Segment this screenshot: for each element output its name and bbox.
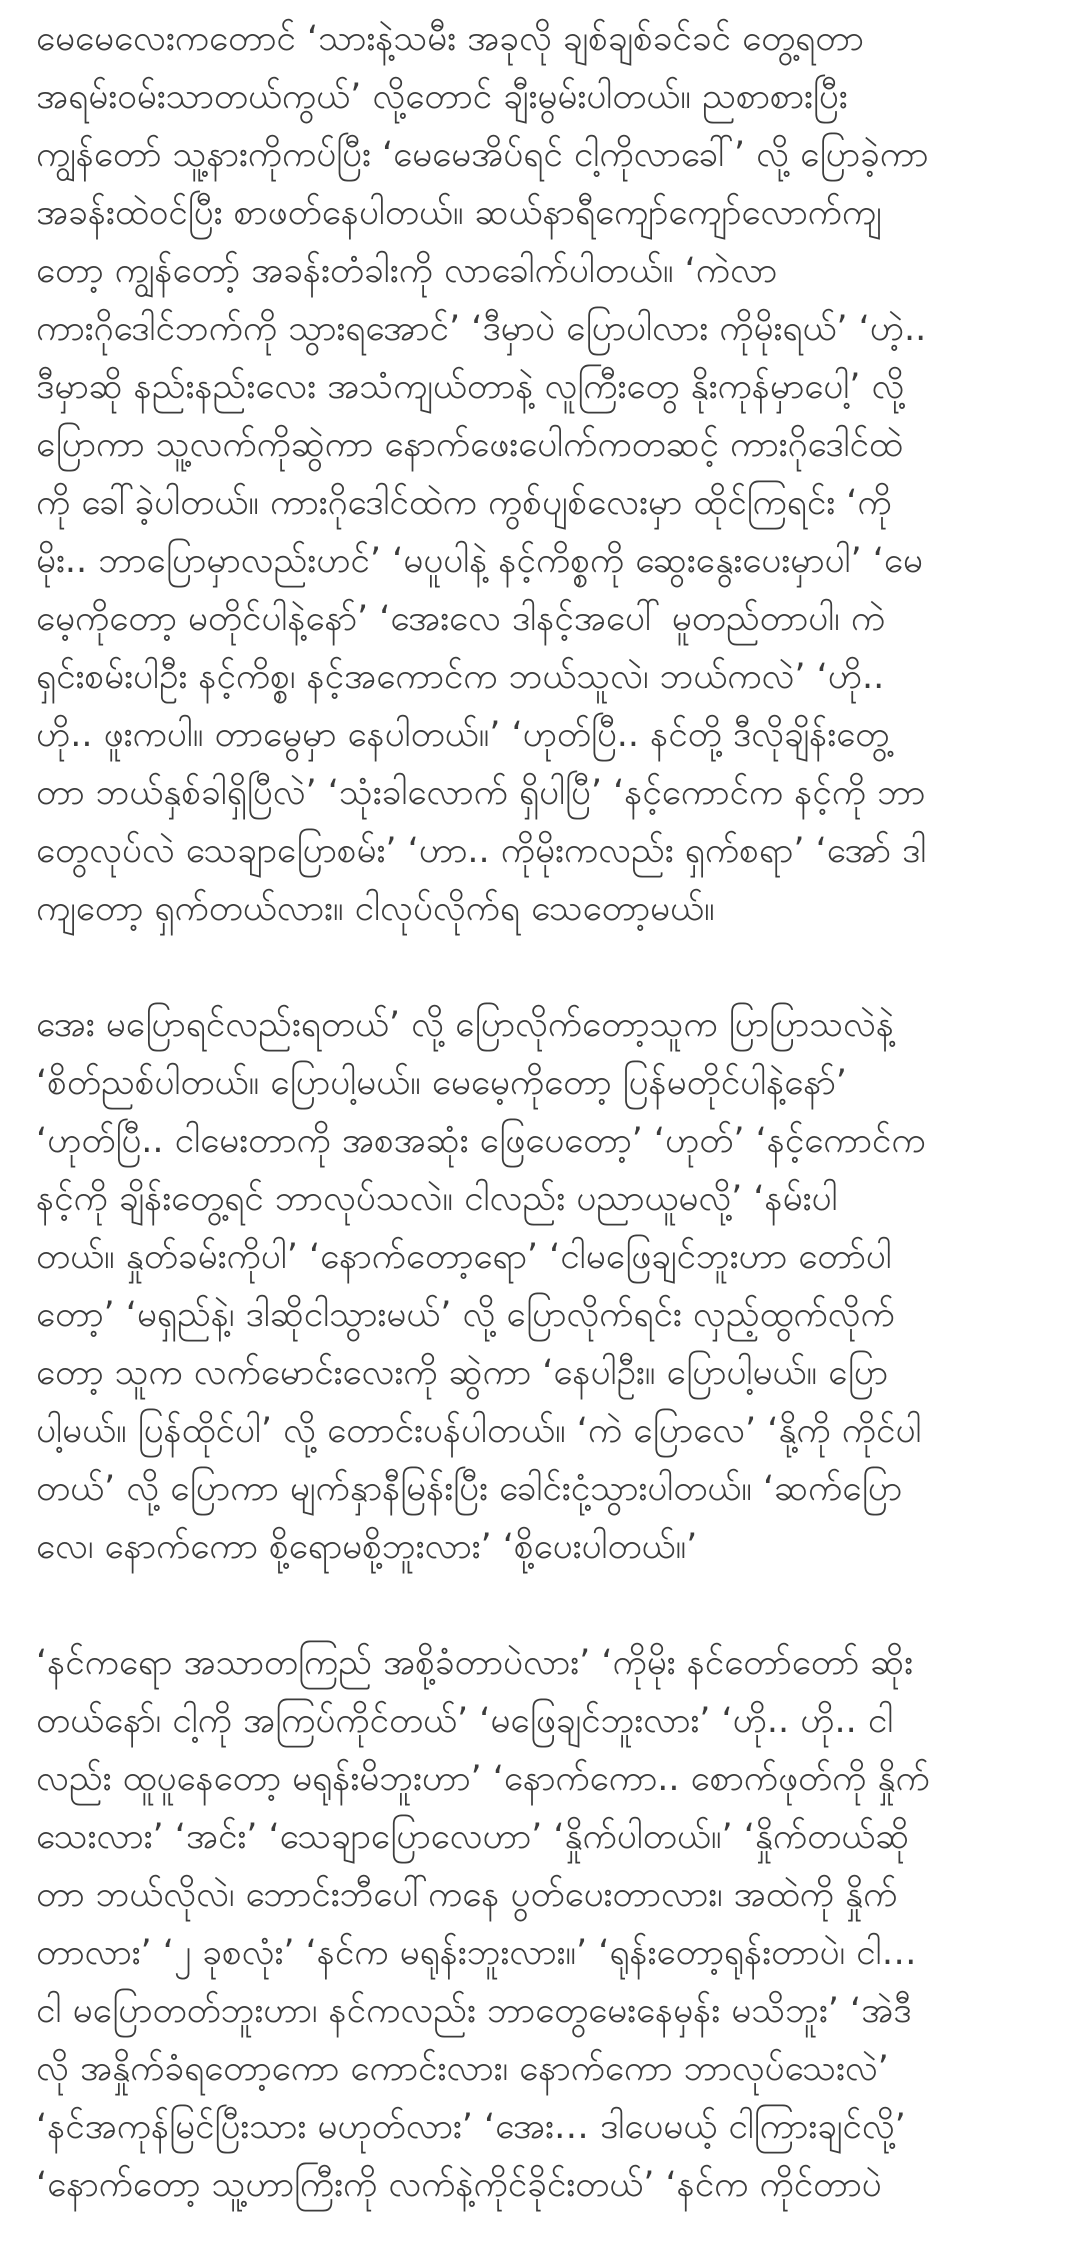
- text-line: မေ့ကိုတော့ မတိုင်ပါနဲ့နော်’ ‘အေးလေ ဒါနင့်အပေါ် မူတည်တာပါ၊ ကဲ: [36, 599, 886, 639]
- text-line: အရမ်းဝမ်းသာတယ်ကွယ်’ လို့တောင် ချီးမွမ်းပါတယ်။ ညစာစားပြီး: [36, 77, 848, 117]
- text-line: ရှင်းစမ်းပါဦး နင့်ကိစ္စ၊ နင့်အကောင်က ဘယ်သူလဲ၊ ဘယ်ကလဲ’ ‘ဟို..: [36, 657, 885, 697]
- text-line: လည်း ထူပူနေတော့ မရုန်းမိဘူးဟာ’ ‘နောက်ကော.. စောက်ဖုတ်ကို နှိုက်: [36, 1759, 930, 1799]
- paragraph: [36, 10, 1046, 938]
- text-line: ကားဂိုဒေါင်ဘက်ကို သွားရအောင်’ ‘ဒီမှာပဲ ပြောပါလား ကိုမိုးရယ်’ ‘ဟဲ့..: [36, 309, 927, 349]
- text-line: ‘နင်ကရော အသာတကြည် အစို့ခံတာပဲလား’ ‘ကိုမိုး နင်တော်တော် ဆိုး: [36, 1643, 914, 1683]
- text-line: ဟို.. ဖူးကပါ။ တာမွေမှာ နေပါတယ်။’ ‘ဟုတ်ပြီ.. နင်တို့ ဒီလိုချိန်းတွေ့: [36, 715, 890, 755]
- text-line: ကျတော့ ရှက်တယ်လား။ ငါလုပ်လိုက်ရ သေတော့မယ်။: [36, 889, 715, 929]
- text-line: မိုး.. ဘာပြောမှာလည်းဟင်’ ‘မပူပါနဲ့ နင့်ကိစ္စကို ဆွေးနွေးပေးမှာပါ’ ‘မေ: [36, 541, 923, 581]
- paragraph: [36, 996, 1046, 1576]
- text-line: ‘ဟုတ်ပြီ.. ငါမေးတာကို အစအဆုံး ဖြေပေတော့’ ‘ဟုတ်’ ‘နင့်ကောင်က: [36, 1121, 926, 1161]
- text-line: နင့်ကို ချိန်းတွေ့ရင် ဘာလုပ်သလဲ။ ငါလည်း ပညာယူမလို့’ ‘နမ်းပါ: [36, 1179, 838, 1219]
- paragraph-gap: [36, 938, 1046, 996]
- text-line: တာလား’ ‘၂ ခုစလုံး’ ‘နင်က မရုန်းဘူးလား။’ ‘ရုန်းတော့ရုန်းတာပဲ၊ ငါ…: [36, 1933, 917, 1973]
- paragraph-gap: [36, 1576, 1046, 1634]
- text-line: ‘နောက်တော့ သူ့ဟာကြီးကို လက်နဲ့ကိုင်ခိုင်းတယ်’ ‘နင်က ကိုင်တာပဲ: [36, 2165, 882, 2205]
- text-line: ဒီမှာဆို နည်းနည်းလေး အသံကျယ်တာနဲ့ လူကြီးတွေ နိုးကုန်မှာပေါ့’ လို့: [36, 367, 905, 407]
- text-line: တယ်နော်၊ ငါ့ကို အကြပ်ကိုင်တယ်’ ‘မဖြေချင်ဘူးလား’ ‘ဟို.. ဟို.. ငါ: [36, 1701, 894, 1741]
- text-line: ပါ့မယ်။ ပြန်ထိုင်ပါ’ လို့ တောင်းပန်ပါတယ်။ ‘ကဲ ပြောလေ’ ‘နို့ကို ကိုင်ပါ: [36, 1411, 922, 1451]
- text-line: သေးလား’ ‘အင်း’ ‘သေချာပြောလေဟာ’ ‘နှိုက်ပါတယ်။’ ‘နှိုက်တယ်ဆို: [36, 1817, 910, 1857]
- text-line: ကျွန်တော် သူ့နားကိုကပ်ပြီး ‘မေမေအိပ်ရင် ငါ့ကိုလာခေါ်’ လို့ ပြောခဲ့ကာ: [36, 135, 929, 175]
- text-line: မေမေလေးကတောင် ‘သားနဲ့သမီး အခုလို ချစ်ချစ်ခင်ခင် တွေ့ရတာ: [36, 19, 864, 59]
- text-line: လို အနှိုက်ခံရတော့ကော ကောင်းလား၊ နောက်ကော ဘာလုပ်သေးလဲ’: [36, 2049, 889, 2089]
- text-line: တယ်။ နှုတ်ခမ်းကိုပါ’ ‘နောက်တော့ရော’ ‘ငါမဖြေချင်ဘူးဟာ တော်ပါ: [36, 1237, 892, 1277]
- text-line: ‘နင်အကုန်မြင်ပြီးသား မဟုတ်လား’ ‘အေး… ဒါပေမယ့် ငါကြားချင်လို့’: [36, 2107, 906, 2147]
- text-line: တယ်’ လို့ ပြောကာ မျက်နှာနီမြန်းပြီး ခေါင်းငုံ့သွားပါတယ်။ ‘ဆက်ပြော: [36, 1469, 903, 1509]
- text-line: အေး မပြောရင်လည်းရတယ်’ လို့ ပြောလိုက်တော့သူက ပြာပြာသလဲနဲ့: [36, 1005, 894, 1045]
- article-body: [36, 10, 1046, 2214]
- text-line: တော့ ကျွန်တော့် အခန်းတံခါးကို လာခေါက်ပါတယ်။ ‘ကဲလာ: [36, 251, 778, 291]
- text-line: ငါ မပြောတတ်ဘူးဟာ၊ နင်ကလည်း ဘာတွေမေးနေမှန်း မသိဘူး’ ‘အဲဒီ: [36, 1991, 912, 2031]
- text-line: ကို ခေါ်ခဲ့ပါတယ်။ ကားဂိုဒေါင်ထဲက ကွစ်ပျစ်လေးမှာ ထိုင်ကြရင်း ‘ကို: [36, 483, 892, 523]
- text-line: တာ ဘယ်လိုလဲ၊ ဘောင်းဘီပေါ်ကနေ ပွတ်ပေးတာလား၊ အထဲကို နှိုက်: [36, 1875, 898, 1915]
- text-line: အခန်းထဲဝင်ပြီး စာဖတ်နေပါတယ်။ ဆယ်နာရီကျော်ကျော်လောက်ကျ: [36, 193, 882, 233]
- text-line: တော့ သူက လက်မောင်းလေးကို ဆွဲကာ ‘နေပါဦး။ ပြောပါ့မယ်။ ပြော: [36, 1353, 889, 1393]
- text-line: တော့’ ‘မရှည်နဲ့၊ ဒါဆိုငါသွားမယ်’ လို့ ပြောလိုက်ရင်း လှည့်ထွက်လိုက်: [36, 1295, 895, 1335]
- text-line: ပြောကာ သူ့လက်ကိုဆွဲကာ နောက်ဖေးပေါက်ကတဆင့် ကားဂိုဒေါင်ထဲ: [36, 425, 903, 465]
- text-line: တွေလုပ်လဲ သေချာပြောစမ်း’ ‘ဟာ.. ကိုမိုးကလည်း ရှက်စရာ’ ‘အော် ဒါ: [36, 831, 927, 871]
- text-line: လေ၊ နောက်ကော စို့ရောမစို့ဘူးလား’ ‘စို့ပေးပါတယ်။’: [36, 1527, 698, 1567]
- text-line: ‘စိတ်ညစ်ပါတယ်။ ပြောပါ့မယ်။ မေမေ့ကိုတော့ ပြန်မတိုင်ပါနဲ့နော်’: [36, 1063, 847, 1103]
- text-line: တာ ဘယ်နှစ်ခါရှိပြီလဲ’ ‘သုံးခါလောက် ရှိပါပြီ’ ‘နင့်ကောင်က နင့်ကို ဘာ: [36, 773, 926, 813]
- paragraph: [36, 1634, 1046, 2214]
